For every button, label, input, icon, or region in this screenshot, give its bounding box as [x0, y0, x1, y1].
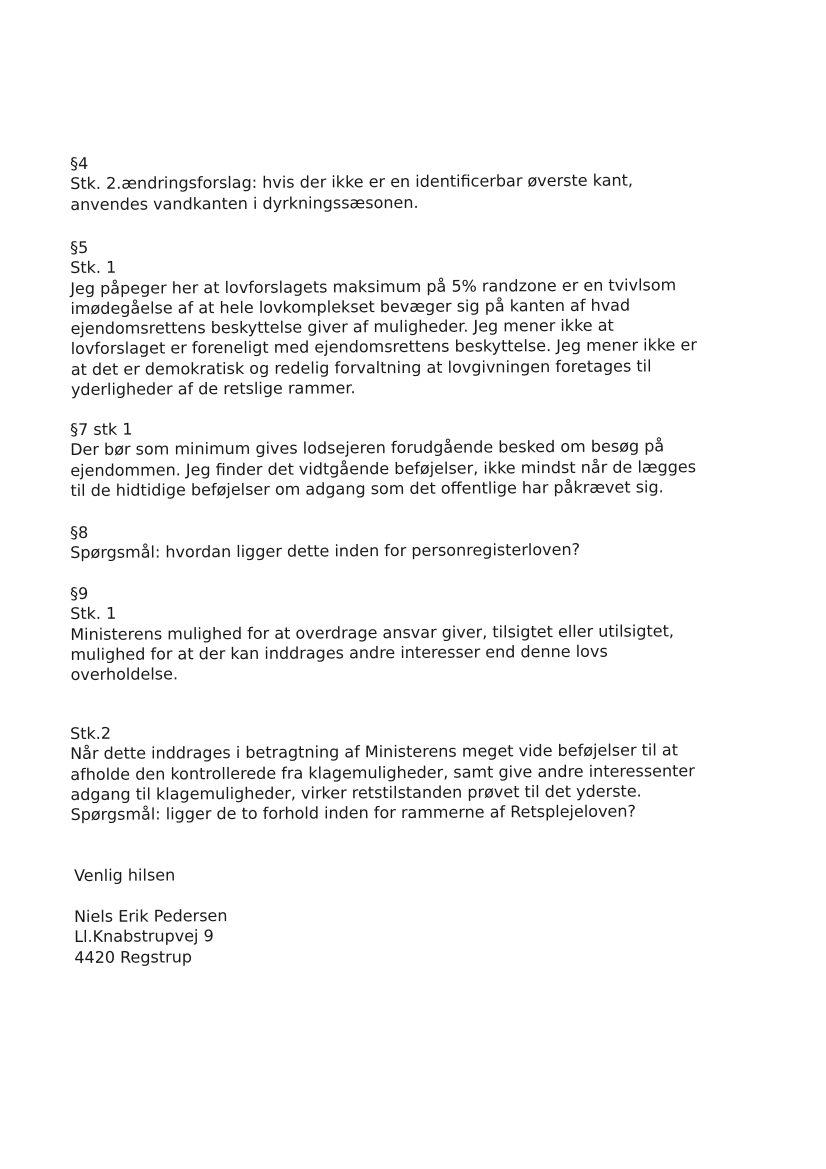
- section-heading: §4: [70, 153, 89, 173]
- section-line: afholde den kontrollerede fra klagemuligheder, samt give andre interessenter: [70, 760, 695, 784]
- section-4: [70, 150, 770, 215]
- section-9-stk-2: [70, 720, 771, 826]
- section-9: [70, 580, 771, 686]
- section-line: ejendomsrettens beskyttelse giver af muligheder. Jeg mener ikke at: [70, 315, 614, 339]
- section-line: Spørgsmål: ligger de to forhold inden for rammerne af Retsplejeloven?: [70, 801, 637, 825]
- section-heading: §9: [70, 583, 89, 603]
- section-line: yderligheder af de retslige rammer.: [70, 378, 356, 400]
- section-line: anvendes vandkanten i dyrkningssæsonen.: [70, 192, 419, 214]
- signature-block: [74, 903, 774, 968]
- section-line: Når dette inddrages i betragtning af Ministerens meget vide beføjelser til at: [70, 740, 678, 764]
- section-line: lovforslaget er foreneligt med ejendomsrettens beskyttelse. Jeg mener ikke er: [70, 335, 697, 359]
- closing-greeting: [74, 862, 774, 887]
- section-5: [70, 234, 771, 401]
- section-heading: §8: [70, 522, 89, 542]
- section-line: mulighed for at der kan inddrages andre interesser end denne lovs: [70, 641, 608, 664]
- section-line: Stk. 2.ændringsforslag: hvis der ikke er en identificerbar øverste kant,: [70, 170, 634, 194]
- section-heading: §5: [70, 237, 89, 257]
- section-line: til de hidtidige beføjelser om adgang som det offentlige har påkrævet sig.: [70, 477, 664, 500]
- subsection-heading: Stk. 1: [70, 604, 117, 624]
- section-line: Der bør som minimum gives lodsejeren forudgående besked om besøg på: [70, 436, 665, 460]
- section-line: at det er demokratisk og redelig forvaltning at lovgivningen foretages til: [70, 356, 652, 379]
- section-line: overholdelse.: [70, 664, 179, 685]
- section-line: Ministerens mulighed for at overdrage ansvar giver, tilsigtet eller utilsigtet,: [70, 620, 674, 644]
- sender-name: Niels Erik Pedersen: [74, 906, 228, 926]
- section-line: ejendommen. Jeg finder det vidtgående beføjelser, ikke mindst når de lægges: [70, 456, 697, 480]
- section-7: [70, 416, 770, 501]
- section-line: adgang til klagemuligheder, virker retstilstanden prøvet til det yderste.: [70, 781, 642, 804]
- section-line: imødegåelse af at hele lovkomplekset bevæger sig på kanten af hvad: [70, 295, 631, 318]
- subsection-heading: Stk.2: [70, 723, 112, 743]
- section-line: Jeg påpeger her at lovforslagets maksimum på 5% randzone er en tvivlsom: [70, 274, 677, 298]
- subsection-heading: Stk. 1: [70, 258, 117, 278]
- section-heading: §7 stk 1: [70, 419, 133, 439]
- section-8: [70, 519, 770, 564]
- closing-text: Venlig hilsen: [74, 865, 176, 885]
- sender-street: Ll.Knabstrupvej 9: [74, 926, 214, 947]
- section-line: Spørgsmål: hvordan ligger dette inden for personregisterloven?: [70, 540, 581, 563]
- sender-city: 4420 Regstrup: [74, 946, 193, 967]
